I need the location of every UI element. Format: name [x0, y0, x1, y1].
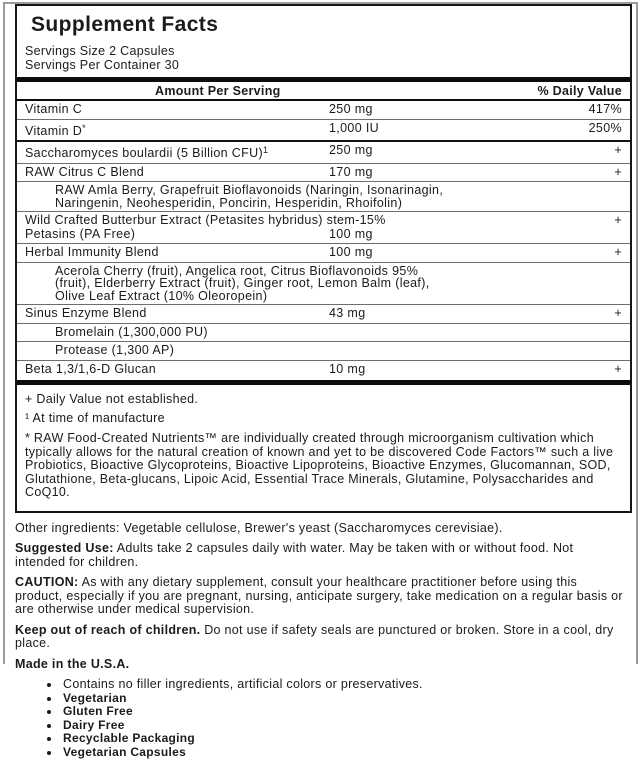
sub-ingredient-name: Bromelain (1,300,000 PU) [55, 324, 208, 339]
other-ingredients-text: Vegetable cellulose, Brewer's yeast (Saccharomyces cerevisiae). [119, 520, 503, 535]
bullet-vegetarian-capsules: Vegetarian Capsules [45, 746, 624, 759]
fact-row-sinus-enzyme-blend [17, 304, 630, 323]
fact-row-saccharomyces [17, 140, 630, 163]
footnote-raw-nutrients: * RAW Food-Created Nutrients™ are individually created through microorganism cultivation which typically allows for the natural creation of known and yet to be discovered Code Factors™ such a live Probiotics, Bioactive Glycoproteins, Bioactive Lipoproteins, Bioactive Enzymes, Glucomannan, SOD, Glutathione, Beta-glucans, Lipoic Acid, Essential Trace Minerals, Glutamine, Polysaccharides and CoQ10. [25, 431, 614, 499]
ingredient-name: Wild Crafted Butterbur Extract (Petasites hybridus) stem-15% Petasins (PA Free) [25, 213, 386, 241]
fact-row-vitamin-c [17, 101, 630, 119]
ingredient-name: Herbal Immunity Blend [25, 245, 159, 259]
amount-value: 43 mg [329, 306, 366, 320]
sub-ingredient-list: RAW Amla Berry, Grapefruit Bioflavonoids (Naringin, Isonarinagin, Naringenin, Neohesperidin, Poncirin, Hesperidin, Rhoifolin) [55, 183, 444, 210]
bullet-gluten-free: Gluten Free [45, 705, 624, 718]
amount-value: 100 mg [329, 245, 373, 259]
daily-value: + [614, 213, 622, 227]
fact-row-beta-glucan [17, 360, 630, 379]
ingredient-name: Sinus Enzyme Blend [25, 306, 147, 320]
serving-size: Servings Size 2 Capsules [25, 44, 175, 58]
ingredient-name: Vitamin D* [25, 122, 86, 138]
daily-value-column-header: % Daily Value [537, 84, 622, 98]
suggested-use [15, 542, 624, 569]
fact-row-raw-citrus-c-blend [17, 163, 630, 182]
made-in-usa: Made in the U.S.A. [15, 656, 130, 671]
sub-ingredient-list: Acerola Cherry (fruit), Angelica root, Citrus Bioflavonoids 95% (fruit), Elderberry Extract (fruit), Ginger root, Lemon Balm (leaf), Olive Leaf Extract (10% Oleoropein) [55, 263, 430, 303]
column-header-row [17, 82, 630, 101]
footnotes [17, 385, 630, 500]
amount-value: 100 mg [329, 226, 373, 241]
footnote-marker: * [82, 122, 86, 133]
sub-ingredient-protease [17, 341, 630, 360]
footnote-daily-value: + Daily Value not established. [25, 392, 199, 406]
amount-value: 10 mg [329, 361, 366, 376]
ingredient-name: Vitamin C [25, 102, 83, 116]
sub-ingredients-citrus-blend [17, 181, 630, 211]
amount-value: 250 mg [329, 102, 373, 116]
keep-out-lead: Keep out of reach of children. [15, 622, 201, 637]
bullet-no-fillers: Contains no filler ingredients, artificial colors or preservatives. [45, 678, 624, 691]
panel-title: Supplement Facts [31, 13, 219, 36]
ingredient-name: RAW Citrus C Blend [25, 164, 145, 179]
bullet-dairy-free: Dairy Free [45, 719, 624, 732]
suggested-use-lead: Suggested Use: [15, 541, 114, 555]
ingredient-name: Beta 1,3/1,6-D Glucan [25, 361, 157, 376]
amount-value: 1,000 IU [329, 120, 380, 135]
daily-value: + [614, 164, 622, 179]
additional-info [15, 513, 634, 759]
ingredient-name: Saccharomyces boulardii (5 Billion CFU)$^1$ [25, 145, 269, 160]
daily-value: 417% [588, 102, 622, 116]
caution [15, 576, 624, 617]
footnote-manufacture: ¹ At time of manufacture [25, 411, 165, 425]
sub-ingredients-herbal-blend [17, 262, 630, 305]
caution-text: As with any dietary supplement, consult your healthcare practitioner before using this product, especially if you are pregnant, nursing, anticipate surgery, take medication on a regular basis or are otherwise under medical supervision. [15, 575, 623, 616]
bullet-vegetarian: Vegetarian [45, 692, 624, 705]
suggested-use-text: Adults take 2 capsules daily with water. May be taken with or without food. Not intended for children. [15, 541, 574, 569]
keep-out-of-reach [15, 624, 624, 651]
fact-row-herbal-immunity-blend [17, 243, 630, 262]
daily-value: + [614, 143, 622, 157]
caution-lead: CAUTION: [15, 575, 79, 589]
daily-value: + [614, 245, 622, 259]
bullet-recyclable-packaging: Recyclable Packaging [45, 732, 624, 745]
servings-per-container: Servings Per Container 30 [25, 58, 180, 72]
daily-value: + [614, 306, 622, 320]
sub-ingredient-bromelain [17, 323, 630, 342]
feature-bullet-list [45, 678, 624, 758]
fact-row-vitamin-d [17, 119, 630, 141]
amount-value: 170 mg [329, 164, 373, 179]
supplement-facts-panel [15, 4, 632, 513]
amount-column-header: Amount Per Serving [155, 84, 281, 98]
fact-row-butterbur-extract [17, 211, 630, 243]
daily-value: 250% [588, 120, 622, 135]
keep-out-text: Do not use if safety seals are punctured or broken. Store in a cool, dry place. [15, 622, 614, 650]
amount-value: 250 mg [329, 143, 373, 157]
daily-value: + [614, 361, 622, 376]
footnote-marker: 1 [263, 145, 269, 155]
servings-block [17, 37, 630, 75]
other-ingredients [15, 522, 624, 536]
other-ingredients-lead: Other ingredients: [15, 520, 120, 535]
sub-ingredient-name: Protease (1,300 AP) [55, 343, 175, 357]
